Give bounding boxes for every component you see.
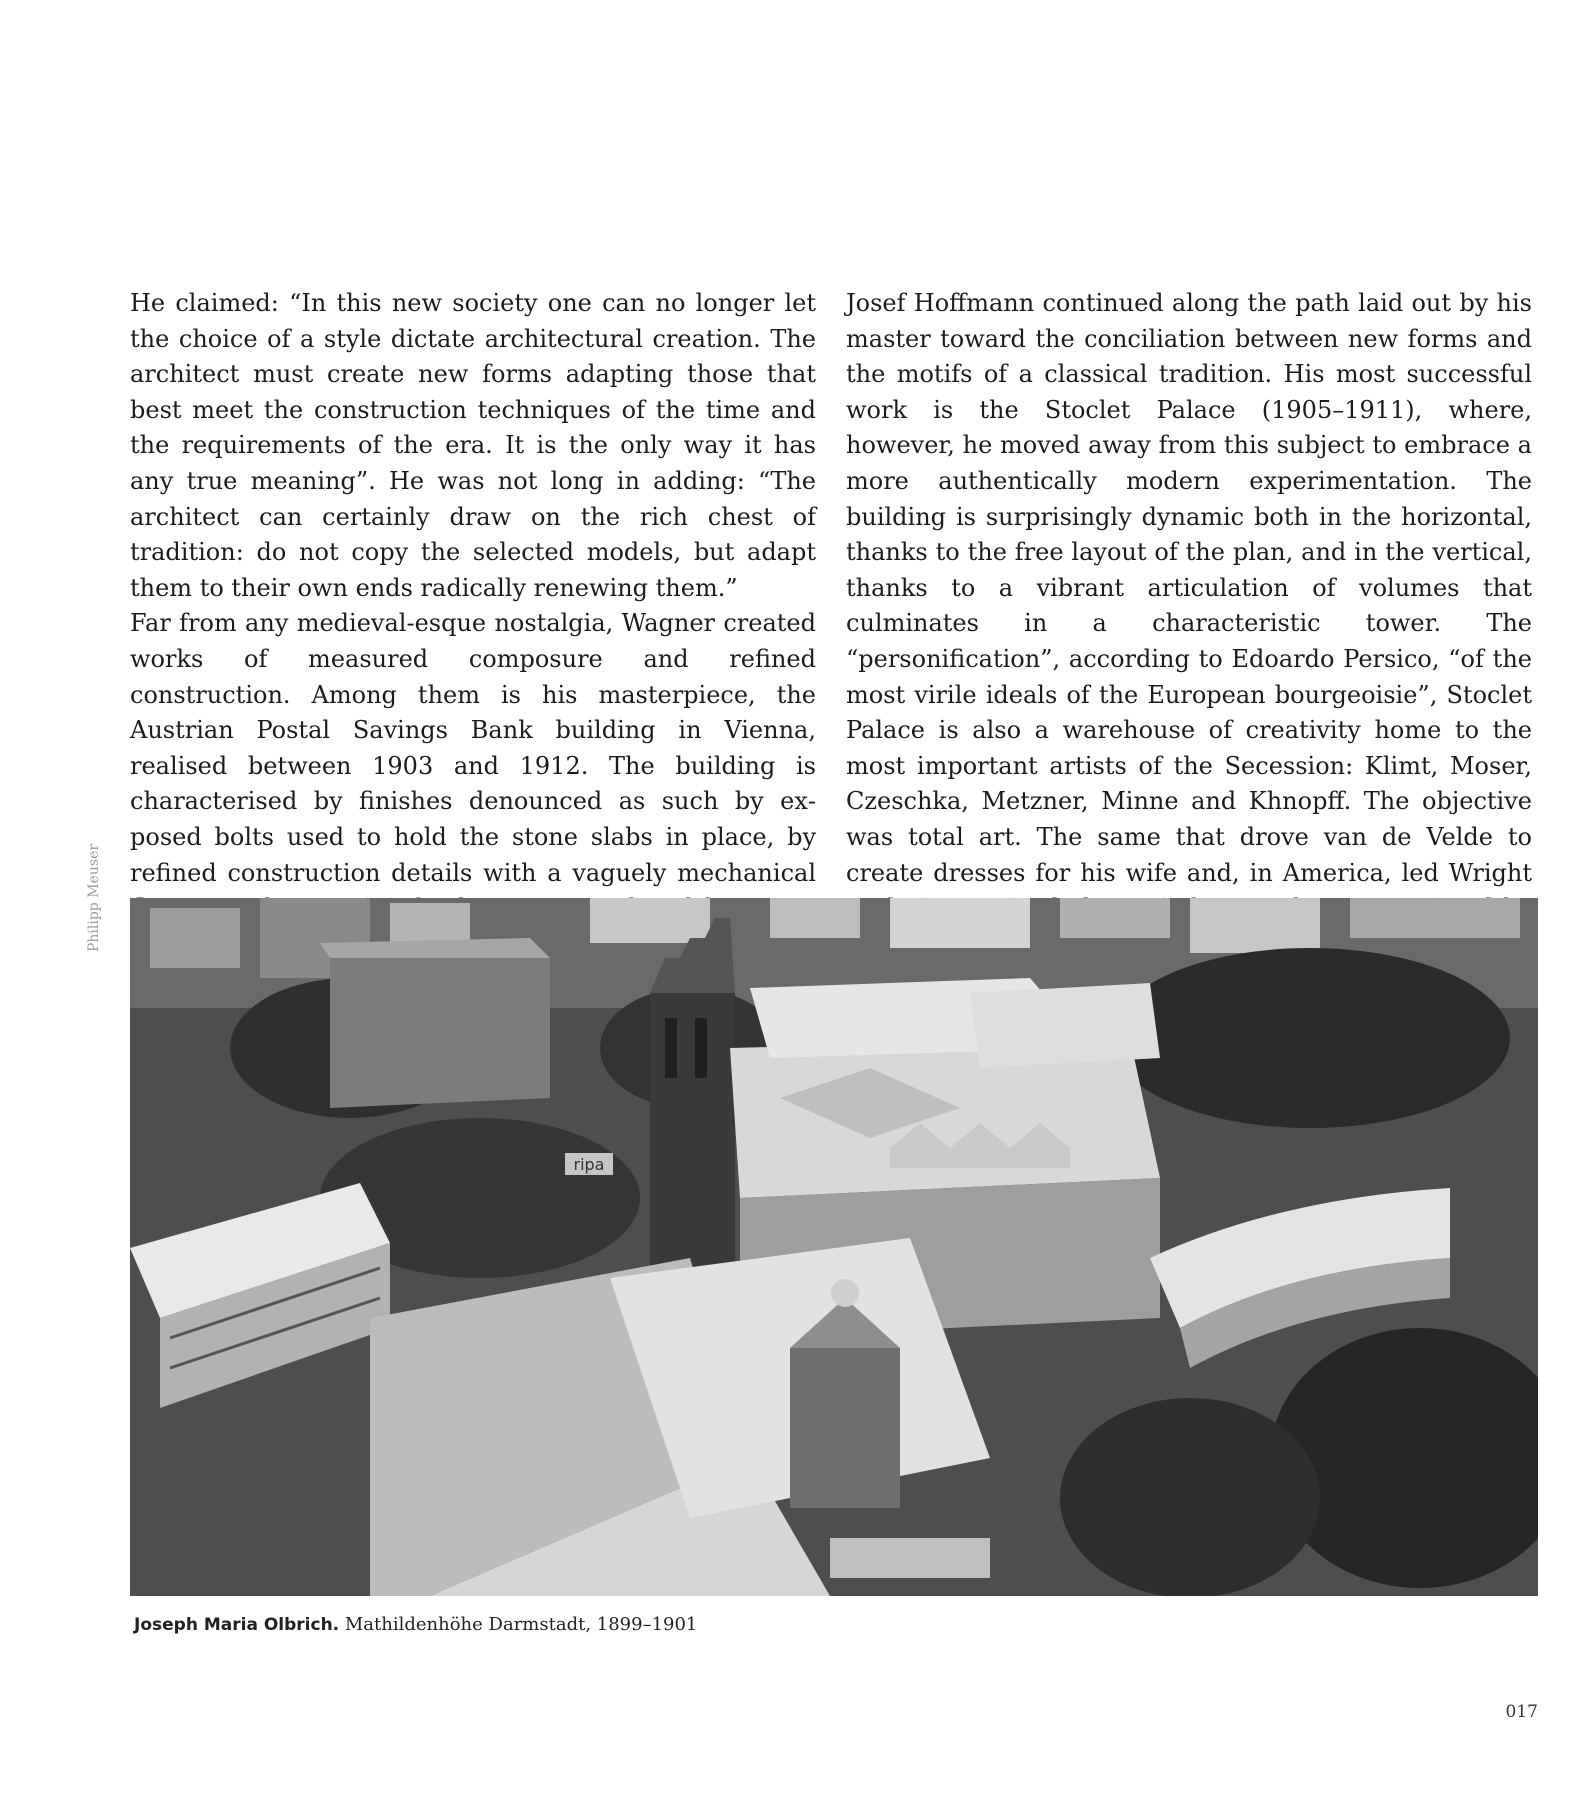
paragraph: Josef Hoffmann continued along the path laid out by his master toward the conciliation between new forms and the motifs of a classical tradition. His most successful work is the Stoclet Palace (1905–1911), where, however, he moved away from this subject to embrace a more authentically modern experimentation. The building is surprisingly dynamic both in the horizontal, thanks to the free layout of the plan, and in the vertical, thanks to a vibrant articulation of volumes that culminates in a characteristic tower. The “personification”, according to Edoardo Persico, “of the most virile ideals of the European bourgeoisie”, Stoclet Palace is also a warehouse of creativity home to the most important artists of the Secession: Klimt, Moser, Czeschka, Metzner, Minne and Khnopff. The objective was total art. The same that drove van de Velde to create dresses for his wife and, in America, led Wright	[846, 289, 1532, 887]
paragraph: Far from any medieval-esque nostalgia, Wagner created works of measured composure and refined construction. Among them is his masterpiece, the Austrian Postal Savings Bank building in Vienna, realised between 1903 and 1912. The building is characterised by finishes denounced as such by exposed bolts used to hold the stone slabs in place, by refined construction details with a vaguely mechanical	[130, 609, 816, 887]
right-text-column	[846, 286, 1532, 962]
photo-sign-text: ripa	[573, 1155, 605, 1174]
page-number: 017	[1505, 1702, 1538, 1722]
paragraph: He claimed: “In this new society one can no longer let the choice of a style dictate architectural creation. The architect must create new forms adapting those that best meet the construction techniques of the time and the requirements of the era. It is the only way it has any true meaning”. He was not long in adding: “The architect can certainly draw on the rich chest of tradition: do not copy the selected models, but adapt them to their own ends radically renewing them.”	[130, 289, 816, 602]
caption-text: Mathildenhöhe Darmstadt, 1899–1901	[339, 1614, 698, 1635]
aerial-photo	[130, 898, 1538, 1596]
photo-caption	[134, 1614, 697, 1635]
caption-author: Joseph Maria Olbrich.	[134, 1615, 340, 1635]
left-text-column	[130, 286, 816, 962]
photo-credit: Philipp Meuser	[86, 843, 102, 953]
aerial-photo-illustration	[130, 898, 1538, 1596]
